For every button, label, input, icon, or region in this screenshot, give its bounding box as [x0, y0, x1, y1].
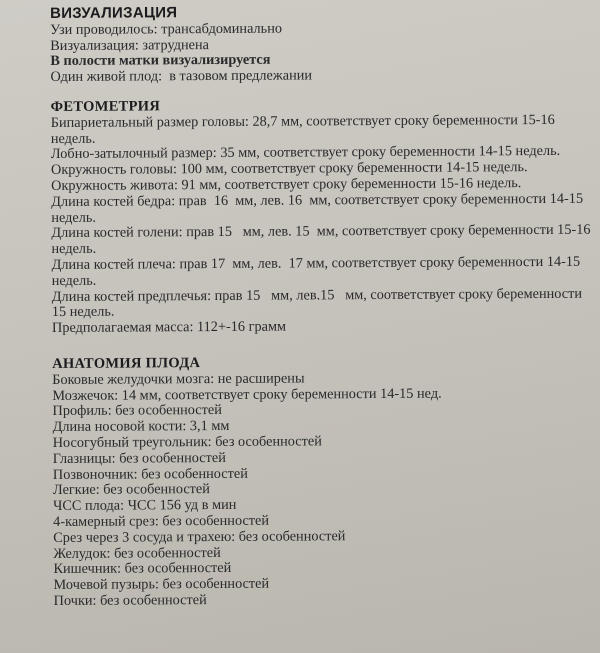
report-line: Кишечник: без особенностей	[53, 560, 232, 578]
report-line: Мозжечок: 14 мм, соответствует сроку беременности 14-15 нед.	[52, 385, 442, 404]
report-line: Окружность головы: 100 мм, соответствует сроку беременности 14-15 недель.	[50, 159, 528, 179]
report-line: В полости матки визуализируется	[50, 52, 271, 70]
report-line: Срез через 3 сосуда и трахею: без особенностей	[53, 527, 346, 546]
report-line: Легкие: без особенностей	[52, 481, 210, 499]
report-line: Окружность живота: 91 мм, соответствует сроку беременности 15-16 недель.	[51, 175, 522, 194]
report-line: Один живой плод: в тазовом предлежании	[50, 67, 313, 86]
report-line: Глазницы: без особенностей	[52, 449, 226, 467]
report-line: Мочевой пузырь: без особенностей	[53, 575, 270, 594]
report-line: Визуализация: затруднена	[50, 36, 209, 54]
section-title: ФЕТОМЕТРИЯ	[50, 98, 161, 115]
report-line: ЧСС плода: ЧСС 156 уд в мин	[53, 496, 237, 515]
report-line: Длина костей плеча: прав 17 мм, лев. 17 мм, соответствует сроку беременности 14-15 недель.	[51, 253, 584, 289]
visualization-section	[50, 3, 595, 86]
report-line: Носогубный треугольник: без особенностей	[52, 433, 322, 451]
report-line: Длина носовой кости: 3,1 мм	[52, 418, 230, 436]
report-line: Позвоночник: без особенностей	[52, 465, 248, 483]
report-line: Боковые желудочки мозга: не расширены	[52, 370, 305, 388]
report-line: Бипариетальный размер головы: 28,7 мм, соответствует сроку беременности 15-16 недель.	[50, 111, 559, 147]
section-title: АНАТОМИЯ ПЛОДА	[52, 355, 201, 372]
report-line: Длина костей предплечья: прав 15 мм, лев.15 мм, соответствует сроку беременности 15 недель.	[51, 285, 586, 321]
section-title: ВИЗУАЛИЗАЦИЯ	[49, 4, 178, 22]
report-line: 4-камерный срез: без особенностей	[53, 512, 270, 530]
anatomy-section	[52, 354, 599, 610]
report-line: Узи проводилось: трансабдоминально	[50, 20, 283, 38]
report-line: Длина костей голени: прав 15 мм, лев. 15 мм, соответствует сроку беременности 15-16 недель.	[51, 222, 595, 258]
report-line: Желудок: без особенностей	[53, 544, 221, 562]
report-line: Профиль: без особенностей	[52, 402, 222, 420]
report-line: Лобно-затылочный размер: 35 мм, соответствует сроку беременности 14-15 недель.	[50, 143, 561, 163]
report-line: Почки: без особенностей	[53, 591, 207, 609]
fetometry-section	[51, 97, 597, 337]
report-line: Предполагаемая масса: 112+-16 грамм	[51, 318, 287, 337]
report-line: Длина костей бедра: прав 16 мм, лев. 16 мм, соответствует сроку беременности 14-15 недель.	[51, 190, 587, 226]
ultrasound-report	[50, 3, 599, 610]
